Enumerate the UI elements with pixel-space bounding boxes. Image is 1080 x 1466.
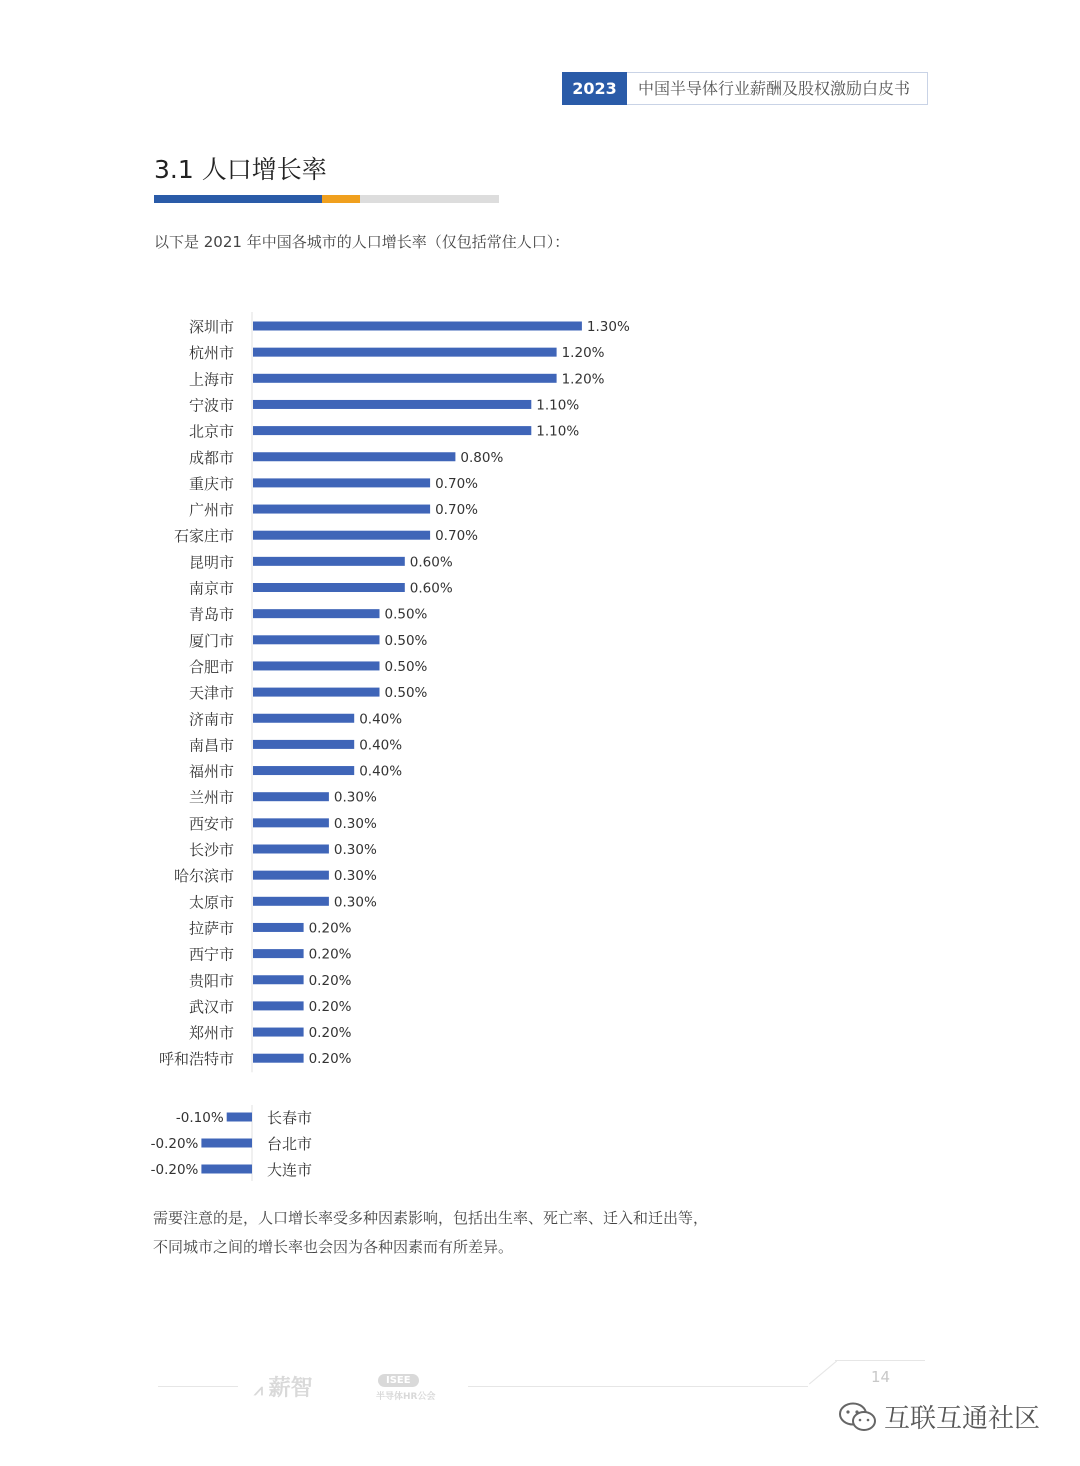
data-label: 0.40% (359, 711, 403, 728)
category-label: 南昌市 (188, 736, 234, 755)
category-label: 石家庄市 (173, 527, 234, 546)
note-line-2: 不同城市之间的增长率也会因为各种因素而有所差异。 (153, 1238, 514, 1256)
population-growth-chart (0, 300, 1080, 1200)
footer-logo-xinzhi (254, 1371, 313, 1402)
chart-bar (253, 1001, 304, 1010)
chart-bar (253, 845, 329, 854)
data-label: 0.60% (409, 554, 453, 571)
category-label: 重庆市 (188, 474, 234, 493)
report-year: 2023 (562, 72, 627, 105)
category-label: 青岛市 (188, 605, 234, 624)
category-label: 济南市 (188, 710, 234, 729)
chart-bar (253, 714, 354, 723)
xinzhi-logo-icon: ⩘ (254, 1380, 269, 1399)
data-label: 1.30% (586, 319, 630, 335)
category-label: 台北市 (267, 1135, 313, 1153)
chart-bar (253, 740, 354, 749)
data-label: 0.50% (384, 606, 428, 623)
footer-line-top (835, 1360, 925, 1361)
data-label: 0.60% (409, 580, 453, 597)
section-title: 3.1 人口增长率 (154, 155, 327, 184)
chart-bar (253, 792, 329, 801)
footer-logo-isee (376, 1368, 435, 1402)
data-label: 0.20% (308, 1051, 352, 1068)
data-label: 1.10% (536, 423, 580, 440)
data-label: 0.20% (308, 920, 352, 937)
data-label: 1.10% (536, 397, 580, 414)
data-label: 0.40% (359, 763, 403, 780)
chart-bar (253, 1054, 304, 1063)
chart-bar (253, 949, 304, 958)
chart-bar (227, 1113, 252, 1122)
chart-bar (253, 426, 531, 435)
chart-bar (201, 1139, 252, 1148)
chart-bar (253, 348, 557, 357)
category-label: 西宁市 (188, 945, 234, 964)
category-label: 合肥市 (188, 657, 234, 676)
category-label: 太原市 (188, 893, 234, 912)
category-label: 宁波市 (188, 396, 234, 415)
data-label: 0.50% (384, 658, 428, 675)
category-label: 长沙市 (188, 841, 234, 859)
chart-bar (253, 871, 329, 880)
section-rule-gray (360, 195, 499, 203)
chart-bar (253, 661, 380, 670)
data-label: 0.30% (333, 842, 377, 858)
chart-bar (201, 1165, 252, 1174)
data-label: 0.80% (460, 449, 504, 466)
data-label: 0.20% (308, 972, 352, 989)
data-label: 0.30% (333, 789, 377, 806)
report-title: 中国半导体行业薪酬及股权激励白皮书 (638, 79, 911, 98)
category-label: 长春市 (267, 1109, 313, 1127)
category-label: 贵阳市 (188, 971, 234, 990)
data-label: 0.70% (435, 475, 478, 492)
footer-line-right (468, 1386, 808, 1387)
chart-bar (253, 400, 531, 409)
category-label: 福州市 (188, 762, 234, 781)
isee-caption: 半导体HR公会 (376, 1392, 436, 1402)
category-label: 广州市 (188, 501, 234, 520)
category-label: 呼和浩特市 (158, 1050, 234, 1069)
category-label: 深圳市 (188, 318, 234, 336)
chart-bar (253, 766, 354, 775)
footer-line-left (158, 1386, 238, 1387)
chart-bar (253, 557, 405, 566)
data-label: -0.20% (150, 1136, 199, 1152)
chart-bar (253, 923, 304, 932)
chart-bar (253, 478, 430, 487)
section-rule-orange (322, 195, 360, 203)
data-label: 0.70% (435, 528, 478, 545)
category-label: 兰州市 (188, 788, 234, 807)
data-label: 0.70% (435, 502, 478, 519)
category-label: 北京市 (188, 422, 234, 441)
data-label: 0.20% (308, 998, 352, 1015)
category-label: 武汉市 (188, 997, 234, 1016)
watermark-text: 互联互通社区 (884, 1404, 1041, 1434)
category-label: 天津市 (188, 684, 234, 703)
category-label: 成都市 (188, 448, 234, 467)
chart-bar (253, 374, 557, 383)
chart-bar (253, 688, 380, 697)
data-label: 1.20% (561, 345, 605, 362)
chart-bar (253, 531, 430, 540)
chart-bar (253, 583, 405, 592)
data-label: 1.20% (561, 371, 605, 388)
category-label: 拉萨市 (188, 919, 234, 938)
data-label: 0.50% (384, 632, 428, 649)
data-label: 0.20% (308, 946, 352, 963)
chart-bar (253, 897, 329, 906)
category-label: 大连市 (267, 1161, 313, 1179)
section-intro: 以下是 2021 年中国各城市的人口增长率（仅包括常住人口）： (154, 233, 570, 251)
data-label: 0.30% (333, 815, 377, 832)
chart-bar (253, 1028, 304, 1037)
chart-bar (253, 452, 455, 461)
category-label: 上海市 (188, 370, 234, 389)
isee-badge: ISEE (378, 1374, 419, 1387)
data-label: 0.20% (308, 1025, 352, 1042)
note-line-1: 需要注意的是，人口增长率受多种因素影响，包括出生率、死亡率、迁入和迁出等， (153, 1209, 709, 1227)
page-number: 14 (871, 1368, 891, 1386)
wechat-icon (838, 1401, 878, 1433)
category-label: 南京市 (188, 579, 234, 598)
category-label: 郑州市 (188, 1024, 234, 1043)
data-label: -0.20% (150, 1162, 199, 1178)
chart-bar (253, 975, 304, 984)
report-header-badge (562, 72, 928, 105)
footer-line-diagonal (809, 1361, 837, 1385)
chart-bar (253, 635, 380, 644)
data-label: 0.30% (333, 868, 377, 885)
data-label: 0.30% (333, 894, 377, 911)
watermark (838, 1398, 1040, 1435)
category-label: 哈尔滨市 (173, 867, 234, 886)
chart-bar (253, 505, 430, 514)
category-label: 西安市 (188, 814, 234, 833)
chart-bar (253, 609, 380, 618)
category-label: 厦门市 (188, 631, 234, 650)
data-label: 0.40% (359, 737, 403, 754)
chart-bar (253, 818, 329, 827)
category-label: 杭州市 (188, 344, 234, 363)
footer-logo-text: 薪智 (268, 1376, 313, 1401)
category-label: 昆明市 (188, 553, 234, 572)
data-label: 0.50% (384, 685, 428, 702)
data-label: -0.10% (175, 1110, 224, 1126)
chart-bar (253, 322, 582, 331)
section-rule-blue (154, 195, 322, 203)
